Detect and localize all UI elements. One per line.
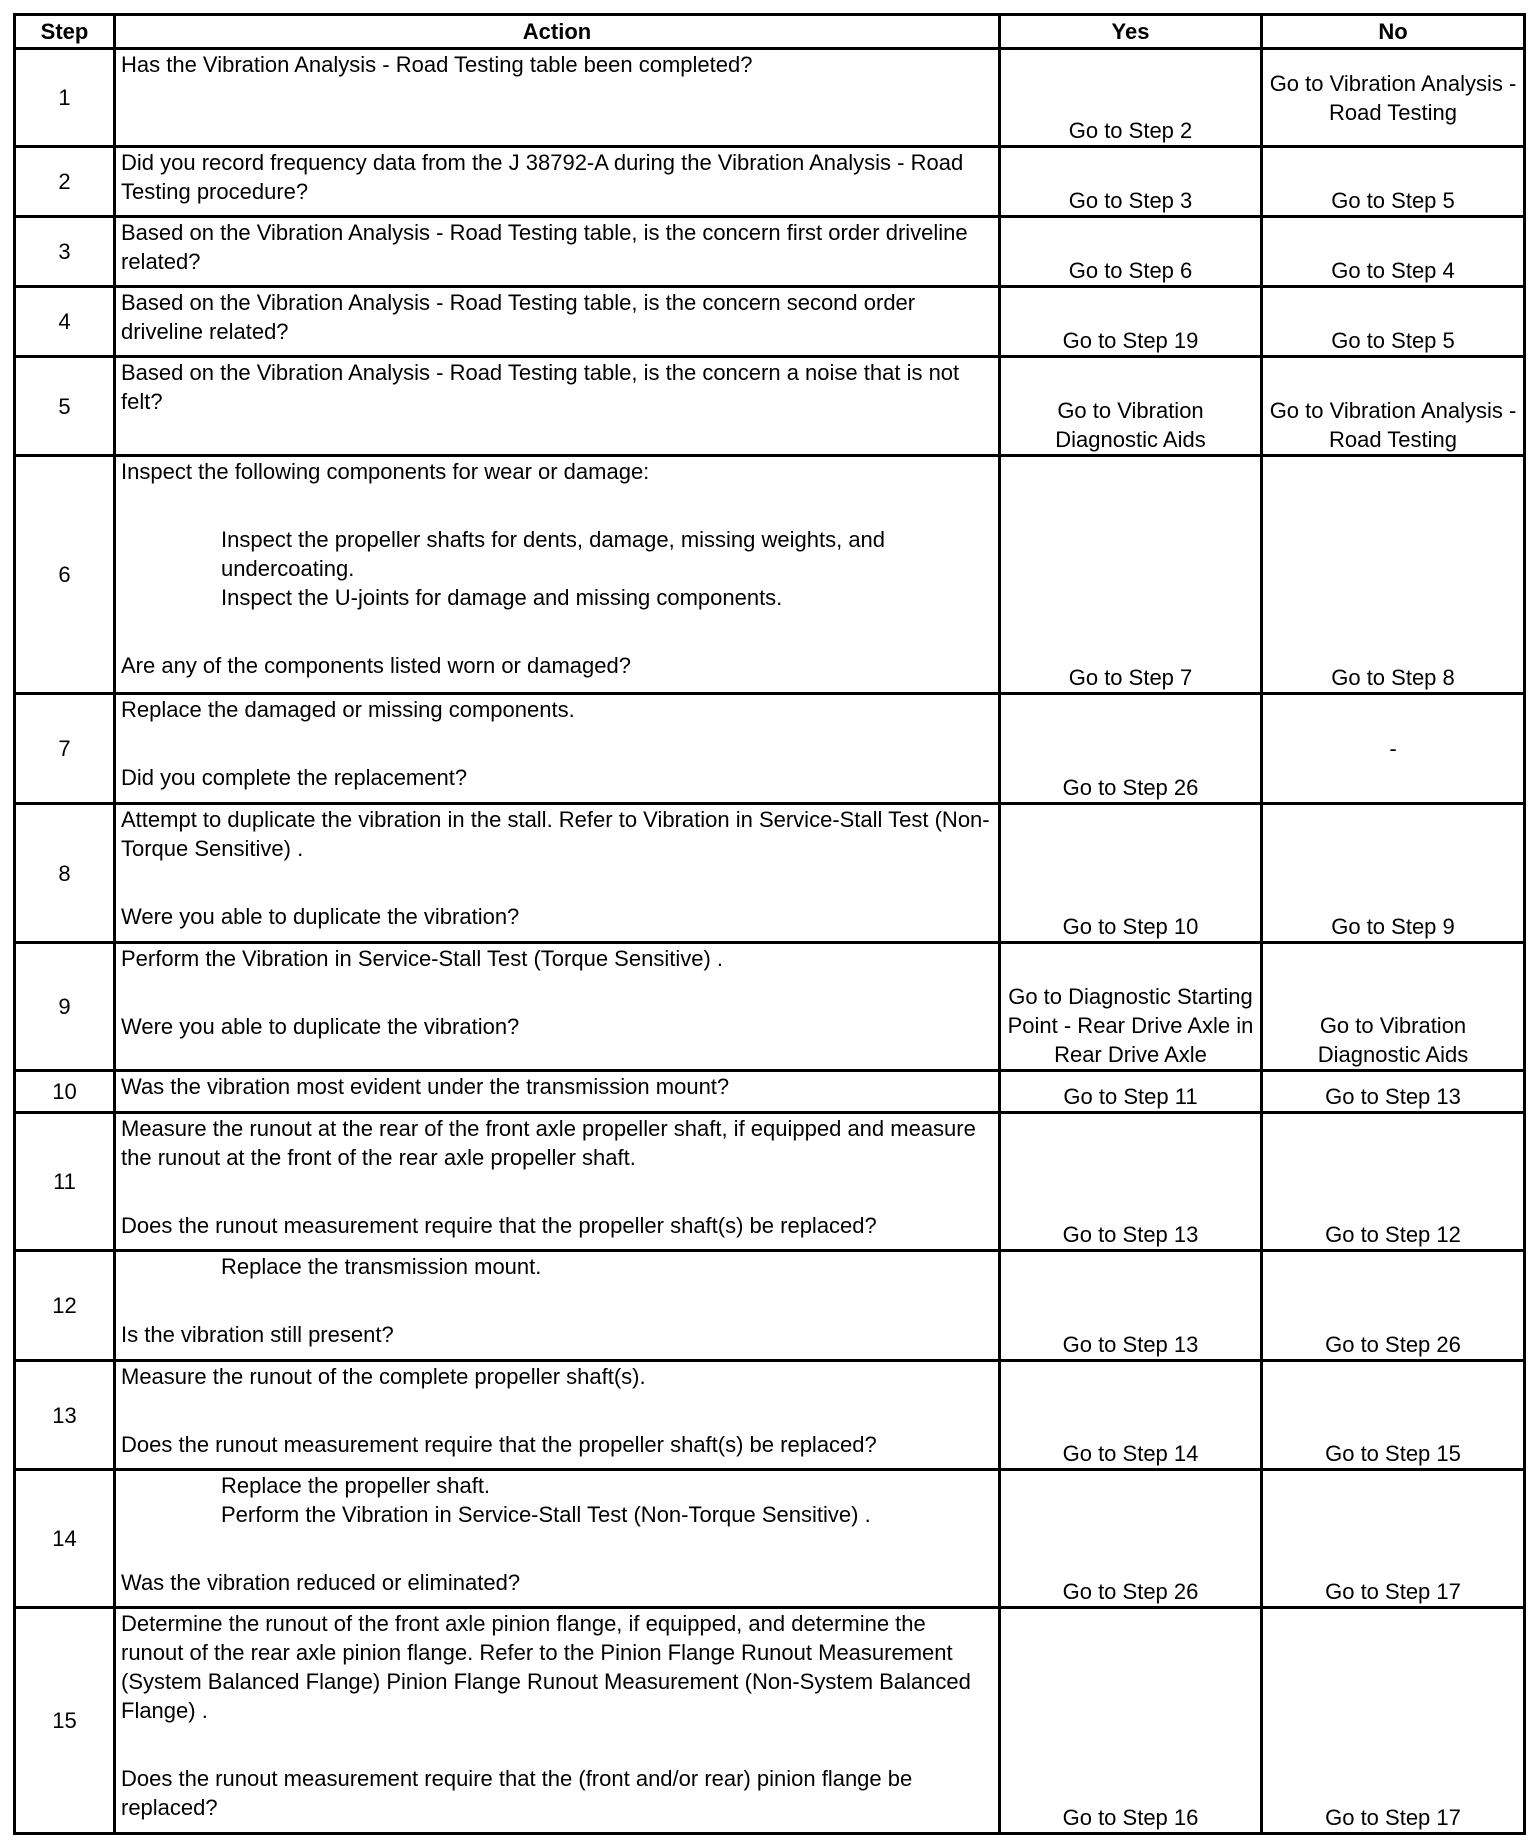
action-text: Based on the Vibration Analysis - Road Testing table, is the concern a noise that is not felt? [121,360,960,414]
no-cell: Go to Step 17 [1262,1470,1525,1608]
table-row [15,694,1525,804]
action-cell [115,1071,1000,1113]
action-text: Replace the transmission mount. [221,1254,542,1279]
action-cell [115,357,1000,456]
action-cell [115,147,1000,217]
no-cell: Go to Step 15 [1262,1361,1525,1470]
step-number: 3 [15,217,115,287]
action-text: Based on the Vibration Analysis - Road Testing table, is the concern second order driveline related? [121,290,916,344]
action-text: Did you record frequency data from the J 38792-A during the Vibration Analysis - Road Testing procedure? [121,150,964,204]
table-row [15,1071,1525,1113]
yes-cell: Go to Step 13 [1000,1251,1262,1361]
action-text: Were you able to duplicate the vibration? [121,904,520,929]
table-row [15,357,1525,456]
no-cell: Go to Step 4 [1262,217,1525,287]
no-cell: Go to Step 13 [1262,1071,1525,1113]
yes-cell: Go to Step 14 [1000,1361,1262,1470]
yes-cell: Go to Step 16 [1000,1608,1262,1834]
step-number: 10 [15,1071,115,1113]
no-cell: - [1262,694,1525,804]
step-number: 14 [15,1470,115,1608]
step-number: 13 [15,1361,115,1470]
yes-cell: Go to Step 26 [1000,1470,1262,1608]
no-cell: Go to Step 12 [1262,1113,1525,1251]
action-text: Were you able to duplicate the vibration? [121,1014,520,1039]
header-yes: Yes [1000,15,1262,49]
no-cell: Go to Vibration Diagnostic Aids [1262,943,1525,1071]
step-number: 4 [15,287,115,357]
action-cell [115,804,1000,943]
action-text: Attempt to duplicate the vibration in the stall. Refer to Vibration in Service-Stall Test (Non-Torque Sensitive) . [121,807,990,861]
step-number: 1 [15,49,115,147]
action-cell [115,456,1000,694]
table-row [15,287,1525,357]
yes-cell: Go to Step 19 [1000,287,1262,357]
table-row [15,1113,1525,1251]
step-number: 8 [15,804,115,943]
no-cell: Go to Step 5 [1262,287,1525,357]
action-text: Has the Vibration Analysis - Road Testing table been completed? [121,52,753,77]
no-cell: Go to Step 26 [1262,1251,1525,1361]
action-text: Determine the runout of the front axle pinion flange, if equipped, and determine the runout of the rear axle pinion flange. Refer to the Pinion Flange Runout Measurement (System Balanced Flange) Pinion Flange Runout Measurement (Non-System Balanced Flange) . [121,1611,971,1723]
yes-cell: Go to Step 3 [1000,147,1262,217]
action-text: Does the runout measurement require that the propeller shaft(s) be replaced? [121,1213,877,1238]
table-row [15,1470,1525,1608]
action-text: Replace the propeller shaft. [221,1473,491,1498]
action-cell [115,694,1000,804]
yes-cell: Go to Step 6 [1000,217,1262,287]
action-text: Measure the runout of the complete propeller shaft(s). [121,1364,646,1389]
action-text: Are any of the components listed worn or damaged? [121,653,631,678]
action-cell [115,49,1000,147]
action-text: Measure the runout at the rear of the front axle propeller shaft, if equipped and measure the runout at the front of the rear axle propeller shaft. [121,1116,976,1170]
table-row [15,217,1525,287]
table-row [15,804,1525,943]
table-row [15,1361,1525,1470]
yes-cell: Go to Step 10 [1000,804,1262,943]
action-text: Does the runout measurement require that the propeller shaft(s) be replaced? [121,1432,877,1457]
action-text: Inspect the U-joints for damage and missing components. [221,585,783,610]
action-text: Was the vibration most evident under the transmission mount? [121,1074,730,1099]
action-text: Inspect the following components for wear or damage: [121,459,650,484]
action-cell [115,1113,1000,1251]
action-text: Replace the damaged or missing components. [121,697,575,722]
no-cell: Go to Step 5 [1262,147,1525,217]
no-cell: Go to Step 9 [1262,804,1525,943]
step-number: 2 [15,147,115,217]
table-row [15,1608,1525,1834]
yes-cell: Go to Vibration Diagnostic Aids [1000,357,1262,456]
no-cell: Go to Vibration Analysis - Road Testing [1262,49,1525,147]
header-no: No [1262,15,1525,49]
step-number: 9 [15,943,115,1071]
action-text: Inspect the propeller shafts for dents, damage, missing weights, and undercoating. [221,527,886,581]
action-text: Based on the Vibration Analysis - Road Testing table, is the concern first order driveline related? [121,220,968,274]
yes-cell: Go to Step 13 [1000,1113,1262,1251]
action-text: Perform the Vibration in Service-Stall Test (Torque Sensitive) . [121,946,724,971]
table-row [15,943,1525,1071]
action-cell [115,217,1000,287]
step-number: 11 [15,1113,115,1251]
action-cell [115,1470,1000,1608]
step-number: 7 [15,694,115,804]
table-row [15,456,1525,694]
table-row [15,49,1525,147]
action-cell [115,1608,1000,1834]
action-cell [115,1251,1000,1361]
no-cell: Go to Step 8 [1262,456,1525,694]
table-row [15,147,1525,217]
step-number: 15 [15,1608,115,1834]
step-number: 5 [15,357,115,456]
yes-cell: Go to Step 11 [1000,1071,1262,1113]
header-row [15,15,1525,49]
action-text: Perform the Vibration in Service-Stall Test (Non-Torque Sensitive) . [221,1502,871,1527]
header-step: Step [15,15,115,49]
action-text: Does the runout measurement require that the (front and/or rear) pinion flange be replaced? [121,1766,913,1820]
step-number: 12 [15,1251,115,1361]
yes-cell: Go to Step 7 [1000,456,1262,694]
table-row [15,1251,1525,1361]
header-action: Action [115,15,1000,49]
action-text: Was the vibration reduced or eliminated? [121,1570,521,1595]
no-cell: Go to Vibration Analysis - Road Testing [1262,357,1525,456]
yes-cell: Go to Diagnostic Starting Point - Rear Drive Axle in Rear Drive Axle [1000,943,1262,1071]
step-number: 6 [15,456,115,694]
action-text: Did you complete the replacement? [121,765,468,790]
diagnostic-table [13,13,1526,1835]
yes-cell: Go to Step 2 [1000,49,1262,147]
action-cell [115,943,1000,1071]
action-cell [115,287,1000,357]
no-cell: Go to Step 17 [1262,1608,1525,1834]
action-cell [115,1361,1000,1470]
action-text: Is the vibration still present? [121,1322,394,1347]
yes-cell: Go to Step 26 [1000,694,1262,804]
